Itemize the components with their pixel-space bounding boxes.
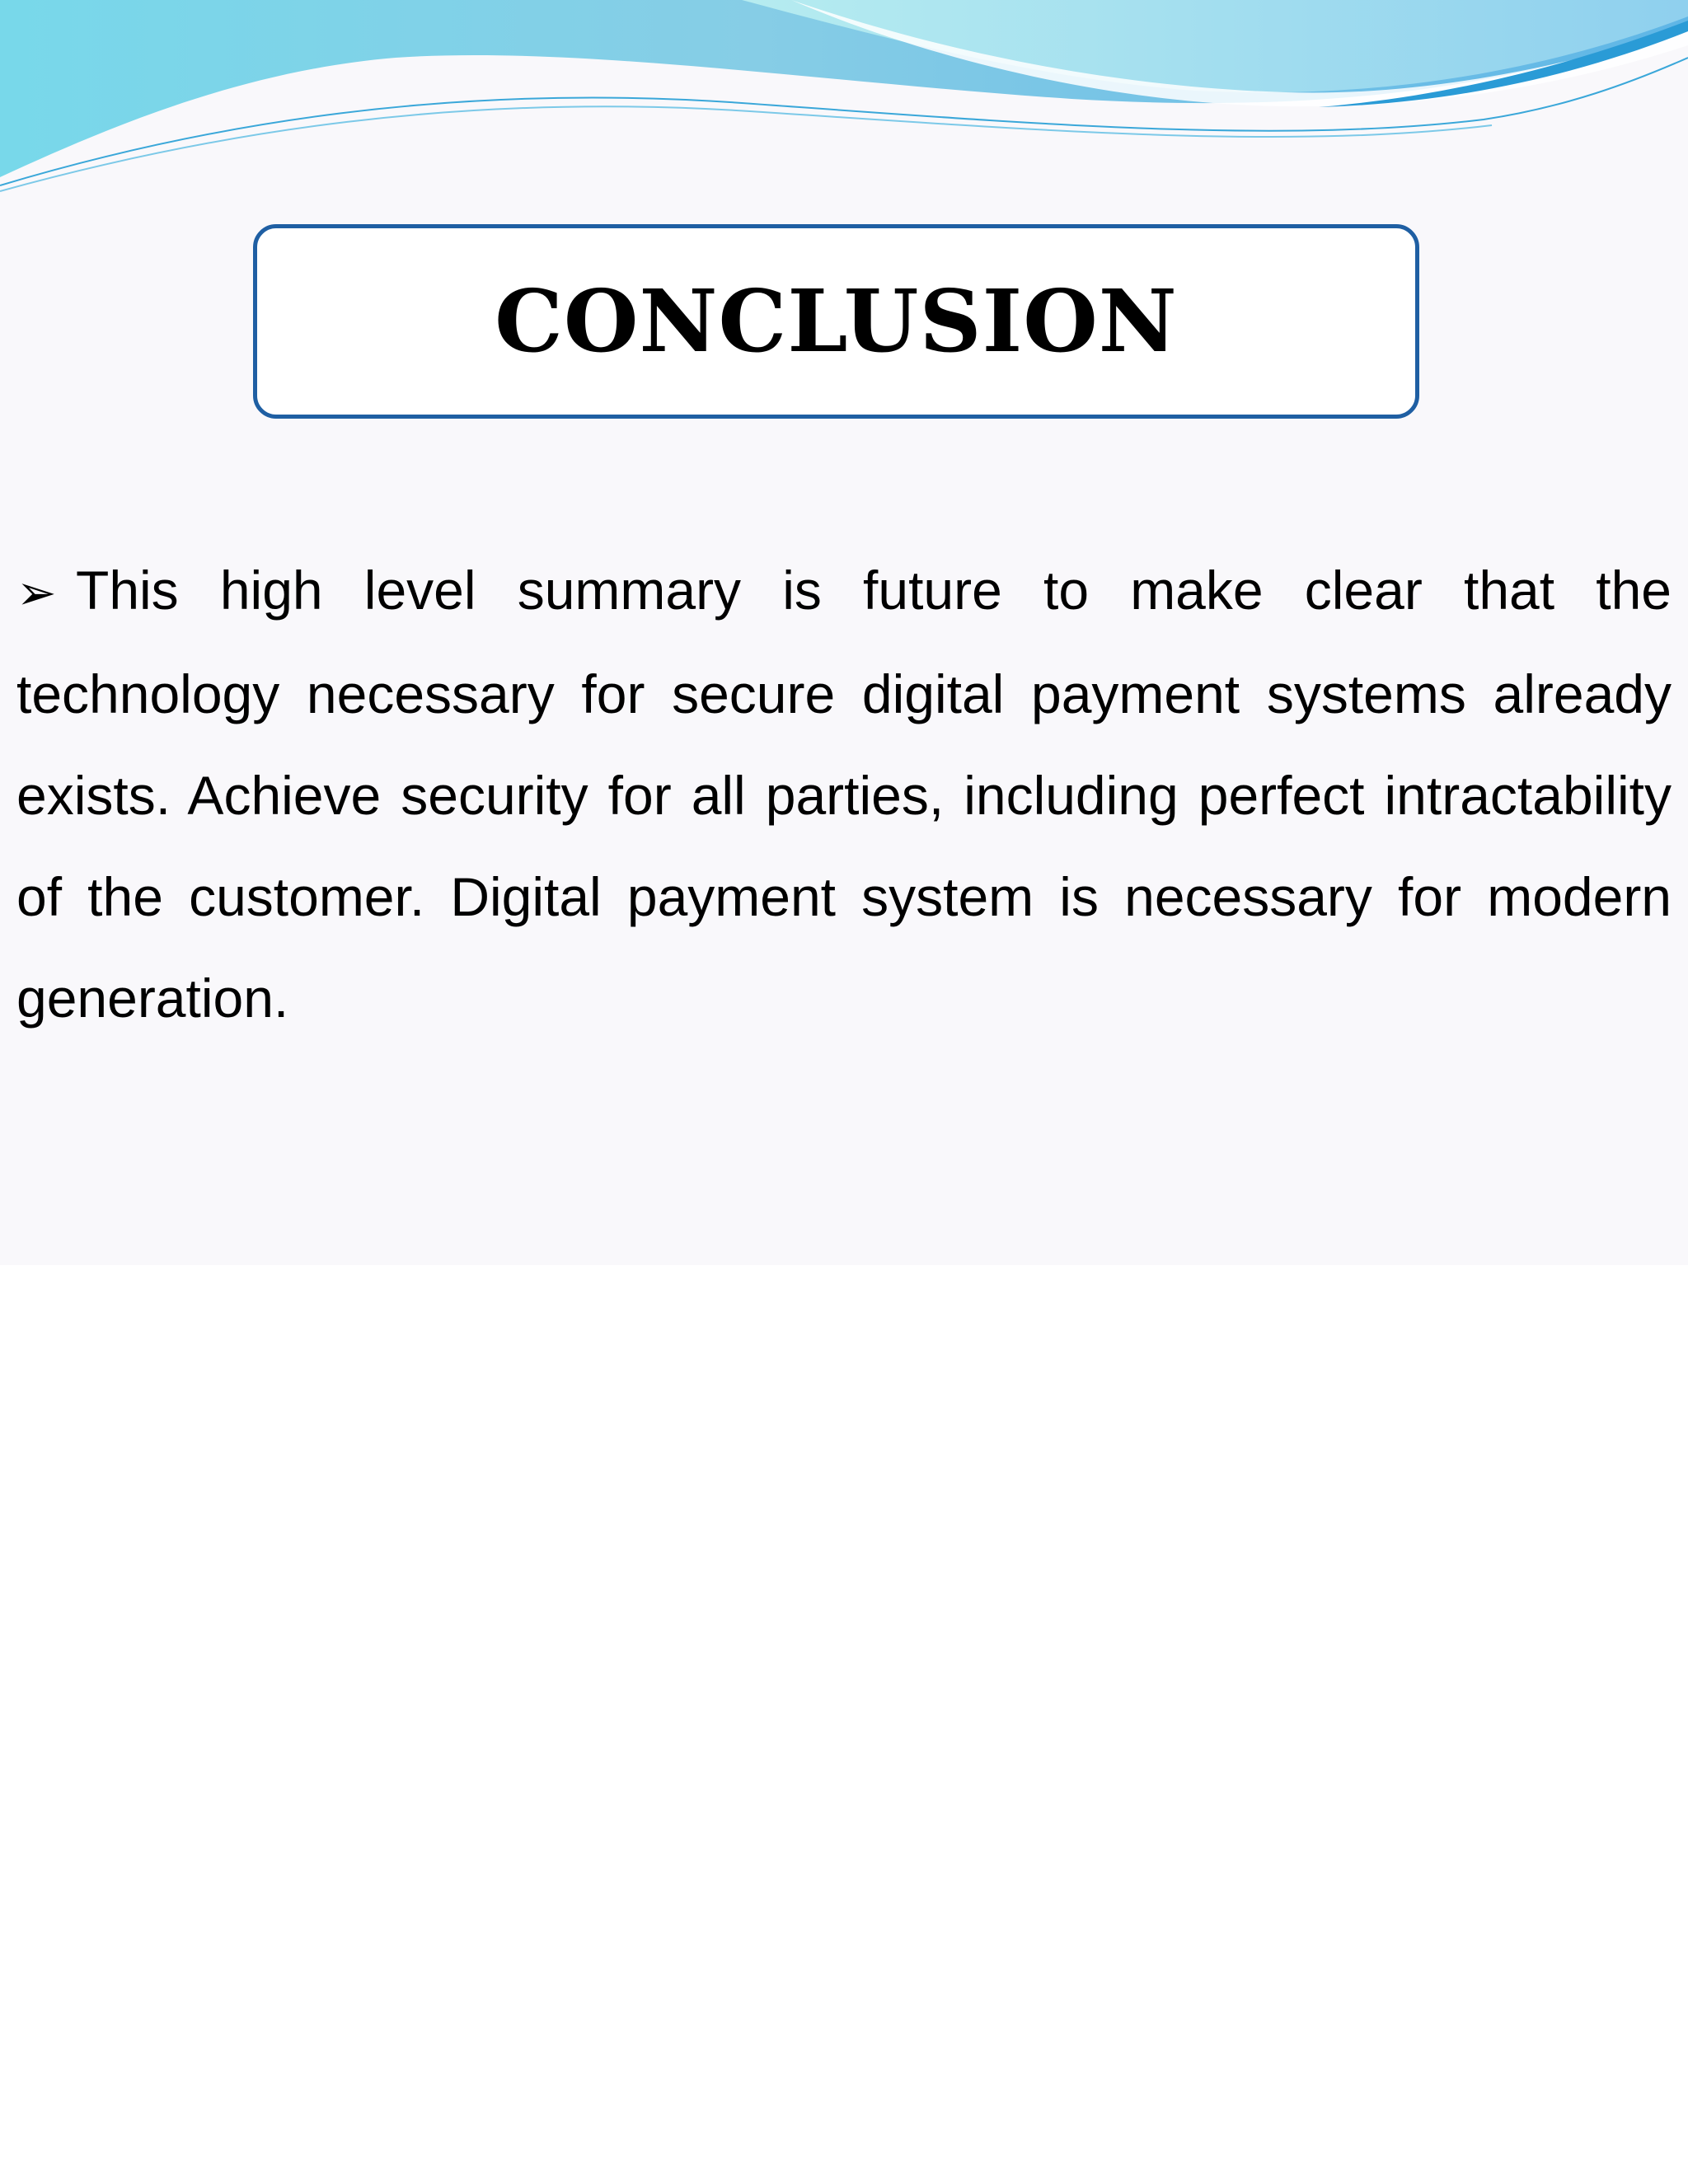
paragraph-text: This high level summary is future to make clear that the technology necessary for secure digital payment systems already exists. Achieve security for all parties, including perfect intractability of the customer. Digital payment system is necessary for modern generation. xyxy=(16,560,1672,1029)
decorative-wave-banner xyxy=(0,0,1688,198)
bullet-paragraph xyxy=(16,540,1672,1049)
arrowhead-bullet-icon: ➢ xyxy=(16,566,57,620)
slide-title: CONCLUSION xyxy=(495,270,1178,372)
title-box xyxy=(253,224,1419,419)
